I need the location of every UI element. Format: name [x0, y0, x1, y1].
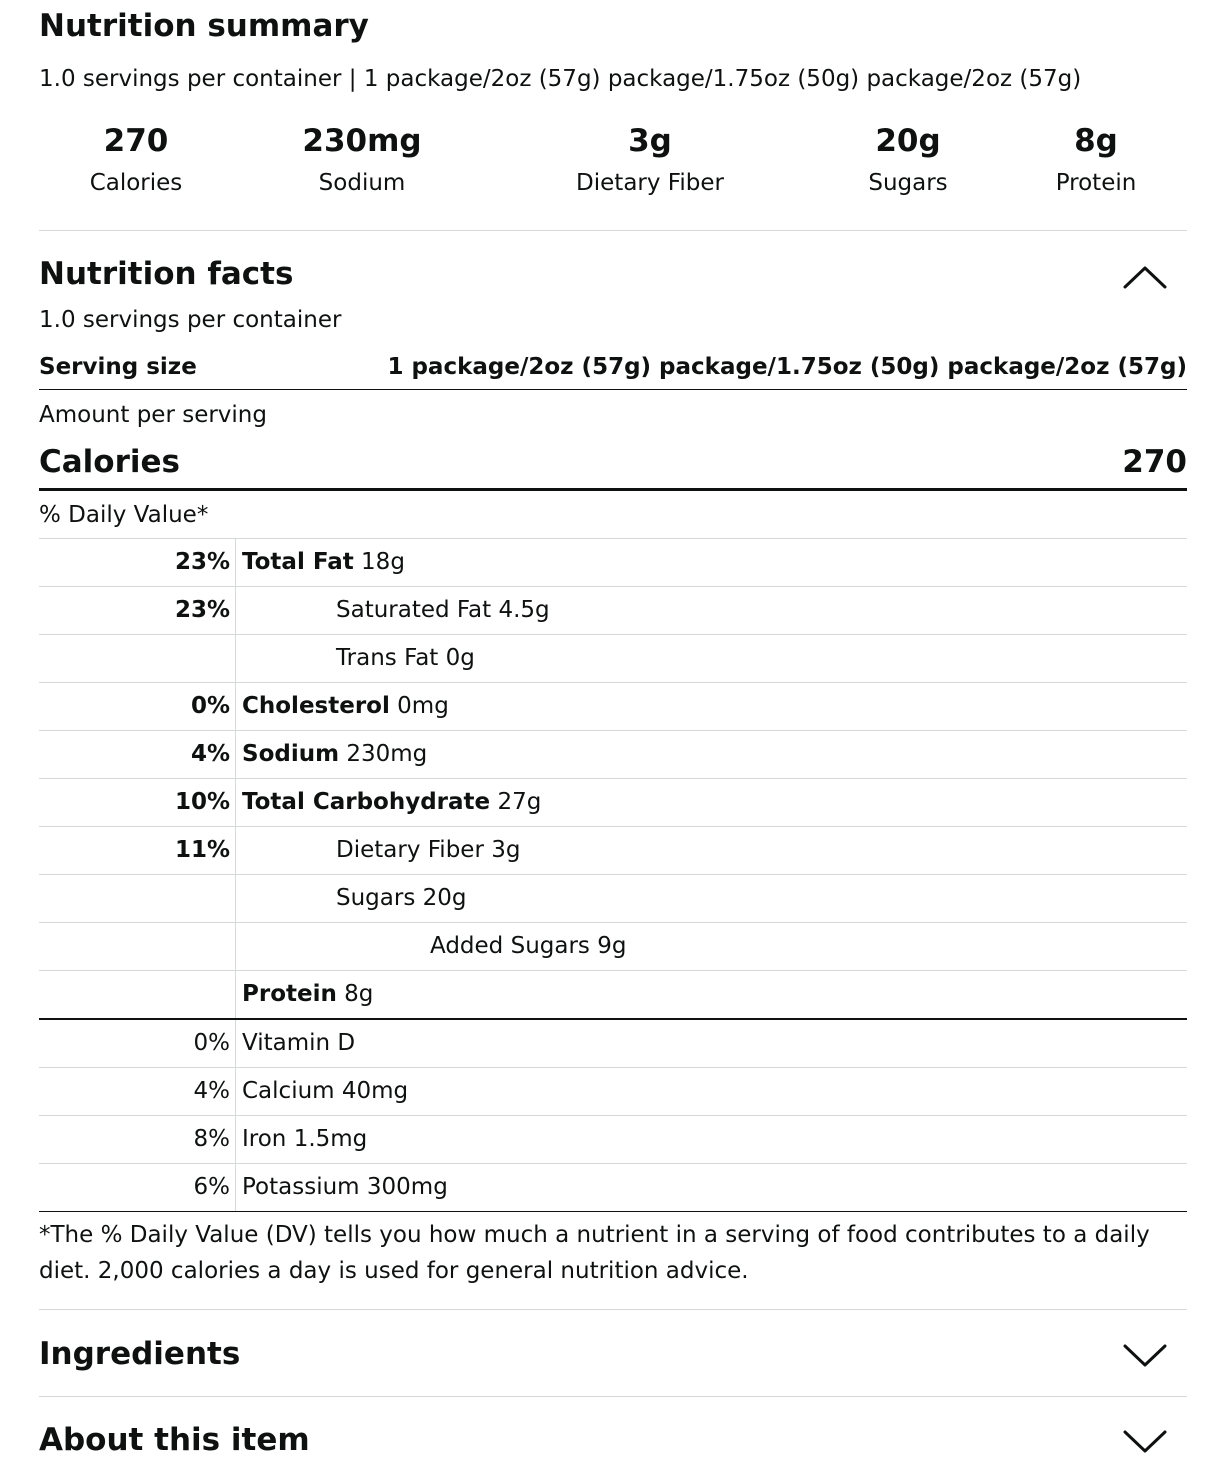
- stat-label: Protein: [1055, 170, 1137, 196]
- nutrient-amount: 9g: [597, 933, 627, 959]
- nutrient-amount: 1.5mg: [293, 1126, 368, 1152]
- nutrient-desc: [242, 971, 373, 1018]
- nutrient-row-added-sugars: [39, 923, 1187, 971]
- nutrient-name: Cholesterol: [242, 693, 390, 719]
- divider: [39, 1396, 1187, 1397]
- summary-servings-line: 1.0 servings per container | 1 package/2oz (57g) package/1.75oz (50g) package/2oz (57g): [39, 66, 1082, 92]
- daily-value-pct: 6%: [39, 1164, 236, 1211]
- nutrient-amount: 27g: [497, 789, 542, 815]
- nutrient-amount: 8g: [344, 981, 374, 1007]
- divider: [39, 1309, 1187, 1310]
- expand-button[interactable]: [1121, 1340, 1169, 1370]
- nutrient-desc: [336, 635, 475, 682]
- chevron-down-icon: [1121, 1340, 1169, 1370]
- serving-size-label: Serving size: [39, 354, 197, 380]
- daily-value-pct: [39, 635, 236, 682]
- nutrient-amount: 4.5g: [498, 597, 550, 623]
- daily-value-footnote: *The % Daily Value (DV) tells you how much a nutrient in a serving of food contributes to a daily diet. 2,000 calories a day is used for general nutrition advice.: [39, 1222, 1150, 1284]
- vitamin-row-calcium: [39, 1068, 1187, 1116]
- nutrient-amount: 0g: [445, 645, 475, 671]
- facts-title: Nutrition facts: [39, 256, 294, 292]
- nutrient-desc: [430, 923, 626, 970]
- nutrient-name: Protein: [242, 981, 337, 1007]
- stat-value: 230mg: [302, 123, 422, 159]
- daily-value-pct: 4%: [39, 1068, 236, 1115]
- section-about-this-item[interactable]: [39, 1420, 1187, 1480]
- stat-value: 20g: [875, 123, 941, 159]
- summary-stat-protein: [986, 118, 1206, 198]
- daily-value-pct: [39, 971, 236, 1018]
- daily-value-pct: 23%: [39, 539, 236, 586]
- nutrient-amount: 0mg: [397, 693, 449, 719]
- nutrient-desc: [242, 683, 449, 730]
- section-title: Ingredients: [39, 1336, 241, 1372]
- stat-value: 8g: [1074, 123, 1118, 159]
- daily-value-pct: 23%: [39, 587, 236, 634]
- summary-stat-calories: [26, 118, 246, 198]
- daily-value-pct: 8%: [39, 1116, 236, 1163]
- nutrient-name: Saturated Fat: [336, 597, 492, 623]
- nutrient-desc: [336, 587, 550, 634]
- summary-title: Nutrition summary: [39, 8, 369, 44]
- nutrient-desc: [242, 1020, 355, 1067]
- vitamin-row-iron: [39, 1116, 1187, 1164]
- stat-label: Calories: [89, 170, 183, 196]
- calories-label: Calories: [39, 444, 180, 480]
- section-title: About this item: [39, 1422, 310, 1458]
- expand-button[interactable]: [1121, 1426, 1169, 1456]
- nutrient-desc: [242, 1116, 367, 1163]
- vitamin-row-potassium: [39, 1164, 1187, 1212]
- nutrient-amount: 230mg: [346, 741, 428, 767]
- daily-value-pct: 0%: [39, 1020, 236, 1067]
- nutrient-amount: 20g: [422, 885, 467, 911]
- stat-value: 3g: [628, 123, 672, 159]
- amount-per-serving: Amount per serving: [39, 402, 267, 428]
- nutrient-row-total-fat: [39, 539, 1187, 587]
- divider: [39, 389, 1187, 390]
- daily-value-pct: 4%: [39, 731, 236, 778]
- serving-size-value: 1 package/2oz (57g) package/1.75oz (50g) package/2oz (57g): [387, 354, 1187, 380]
- calories-row: [39, 442, 1187, 482]
- nutrient-desc: [242, 731, 427, 778]
- section-ingredients[interactable]: [39, 1334, 1187, 1394]
- nutrient-amount: 40mg: [341, 1078, 409, 1104]
- nutrient-row-sodium: [39, 731, 1187, 779]
- nutrient-name: Total Fat: [242, 549, 354, 575]
- nutrient-row-dietary-fiber: [39, 827, 1187, 875]
- calories-value: 270: [1122, 444, 1187, 480]
- nutrient-table: [39, 539, 1187, 1212]
- nutrient-desc: [242, 539, 405, 586]
- serving-size-row: [39, 352, 1187, 382]
- nutrient-name: Iron: [242, 1126, 287, 1152]
- nutrient-name: Sugars: [336, 885, 416, 911]
- daily-value-pct: 11%: [39, 827, 236, 874]
- nutrient-desc: [242, 779, 541, 826]
- nutrient-desc: [242, 1068, 408, 1115]
- stat-label: Sodium: [318, 170, 406, 196]
- nutrient-name: Sodium: [242, 741, 340, 767]
- summary-stat-sodium: [252, 118, 472, 198]
- daily-value-pct: 0%: [39, 683, 236, 730]
- divider: [39, 230, 1187, 231]
- nutrient-amount: 3g: [491, 837, 521, 863]
- nutrient-name: Calcium: [242, 1078, 335, 1104]
- stat-label: Sugars: [868, 170, 948, 196]
- vitamin-row-vitamin-d: [39, 1020, 1187, 1068]
- nutrient-amount: 300mg: [366, 1174, 448, 1200]
- chevron-down-icon: [1121, 1426, 1169, 1456]
- nutrient-row-trans-fat: [39, 635, 1187, 683]
- daily-value-pct: 10%: [39, 779, 236, 826]
- nutrient-name: Added Sugars: [430, 933, 590, 959]
- nutrient-name: Total Carbohydrate: [242, 789, 491, 815]
- summary-stat-sugars: [798, 118, 1018, 198]
- nutrient-row-sugars: [39, 875, 1187, 923]
- facts-servings-per-container: 1.0 servings per container: [39, 307, 342, 333]
- daily-value-pct: [39, 923, 236, 970]
- stat-label: Dietary Fiber: [576, 170, 724, 196]
- chevron-up-icon: [1121, 262, 1169, 292]
- nutrient-desc: [336, 875, 467, 922]
- nutrient-name: Dietary Fiber: [336, 837, 484, 863]
- nutrient-desc: [242, 1164, 448, 1211]
- summary-stat-fiber: [540, 118, 760, 198]
- nutrient-row-cholesterol: [39, 683, 1187, 731]
- nutrient-row-saturated-fat: [39, 587, 1187, 635]
- nutrient-name: Trans Fat: [336, 645, 439, 671]
- nutrient-amount: 18g: [361, 549, 405, 575]
- nutrient-name: Vitamin D: [242, 1030, 356, 1056]
- nutrient-name: Potassium: [242, 1174, 360, 1200]
- divider-thick: [39, 488, 1187, 491]
- nutrient-desc: [336, 827, 520, 874]
- stat-value: 270: [103, 123, 169, 159]
- nutrient-row-protein: [39, 971, 1187, 1020]
- daily-value-pct: [39, 875, 236, 922]
- daily-value-header: % Daily Value*: [39, 502, 209, 528]
- facts-collapse-button[interactable]: [1121, 262, 1169, 292]
- nutrient-row-total-carbohydrate: [39, 779, 1187, 827]
